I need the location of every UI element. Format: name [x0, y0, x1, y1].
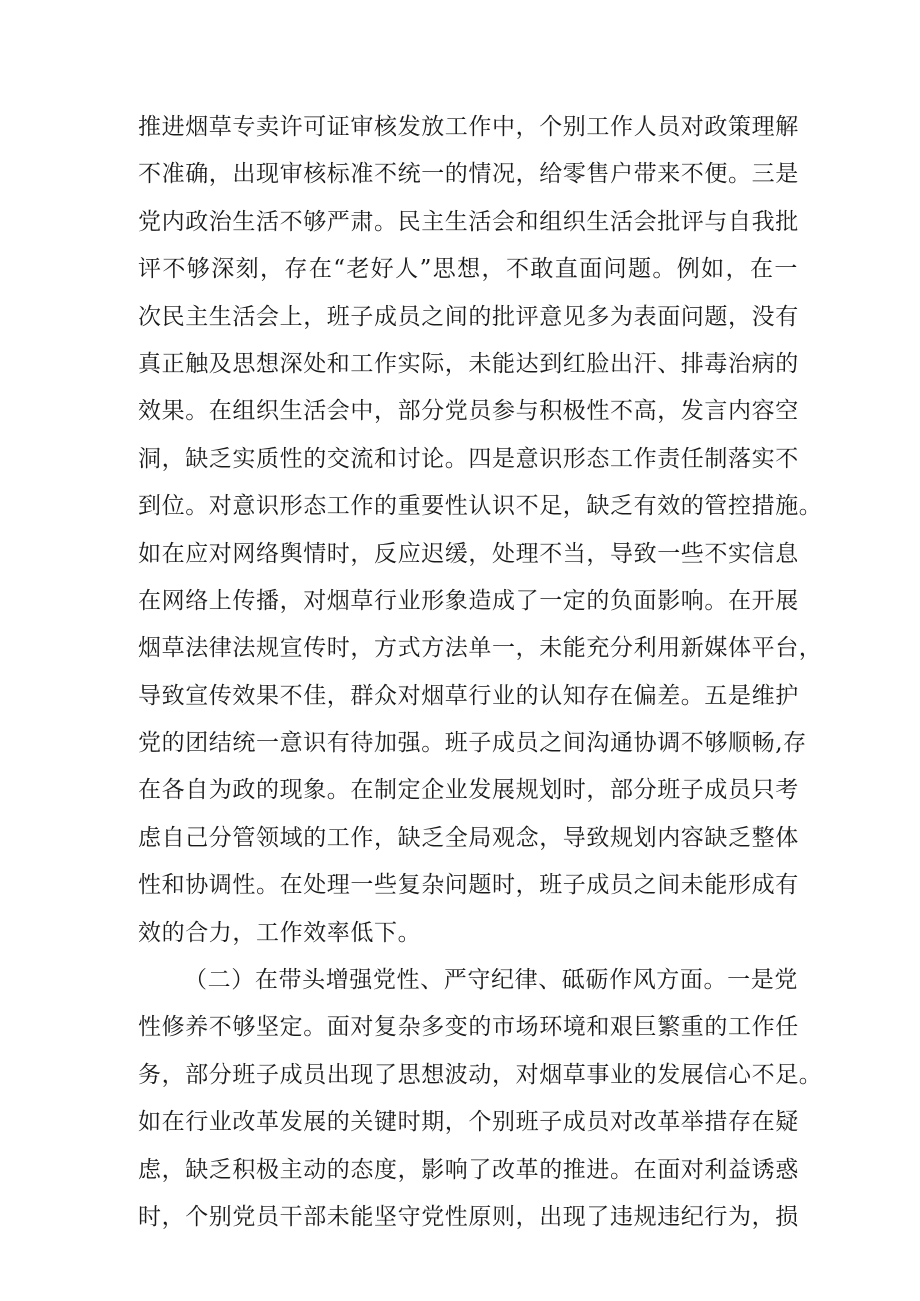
text-line: 如在应对网络舆情时，反应迟缓，处理不当，导致一些不实信息: [138, 540, 799, 567]
section-heading-line: （二）在带头增强党性、严守纪律、砥砺作风方面。一是党: [184, 967, 798, 994]
text-line: 效果。在组织生活会中，部分党员参与积极性不高，发言内容空: [138, 398, 799, 425]
text-line: 洞，缺乏实质性的交流和讨论。四是意识形态工作责任制落实不: [138, 445, 799, 472]
text-line: 性修养不够坚定。面对复杂多变的市场环境和艰巨繁重的工作任: [138, 1014, 799, 1041]
paragraph-end-line: 效的合力，工作效率低下。: [138, 919, 422, 946]
text-line: 如在行业改革发展的关键时期，个别班子成员对改革举措存在疑: [138, 1109, 799, 1136]
document-body: [138, 104, 823, 1241]
text-line: 到位。对意识形态工作的重要性认识不足，缺乏有效的管控措施。: [138, 493, 823, 520]
text-line: 烟草法律法规宣传时，方式方法单一，未能充分利用新媒体平台，: [138, 635, 823, 662]
text-line: 推进烟草专卖许可证审核发放工作中，个别工作人员对政策理解: [138, 114, 799, 140]
text-line: 务，部分班子成员出现了思想波动，对烟草事业的发展信心不足。: [138, 1061, 823, 1088]
text-line: 虑，缺乏积极主动的态度，影响了改革的推进。在面对利益诱惑: [138, 1156, 799, 1183]
text-line: 导致宣传效果不佳，群众对烟草行业的认知存在偏差。五是维护: [138, 682, 799, 709]
text-line: 虑自己分管领域的工作，缺乏全局观念，导致规划内容缺乏整体: [138, 824, 799, 851]
text-line: 党内政治生活不够严肃。民主生活会和组织生活会批评与自我批: [138, 208, 799, 235]
text-line: 在网络上传播，对烟草行业形象造成了一定的负面影响。在开展: [138, 587, 799, 614]
text-line: 在各自为政的现象。在制定企业发展规划时，部分班子成员只考: [138, 777, 799, 804]
text-line: 性和协调性。在处理一些复杂问题时，班子成员之间未能形成有: [138, 872, 799, 899]
text-line: 时，个别党员干部未能坚守党性原则，出现了违规违纪行为，损: [138, 1203, 799, 1230]
text-line: 真正触及思想深处和工作实际，未能达到红脸出汗、排毒治病的: [138, 350, 799, 377]
text-line: 评不够深刻，存在“老好人”思想，不敢直面问题。例如，在一: [138, 256, 798, 283]
text-line: 党的团结统一意识有待加强。班子成员之间沟通协调不够顺畅,存: [138, 730, 807, 757]
text-line: 不准确，出现审核标准不统一的情况，给零售户带来不便。三是: [138, 161, 799, 188]
text-line: 次民主生活会上，班子成员之间的批评意见多为表面问题，没有: [138, 303, 799, 330]
